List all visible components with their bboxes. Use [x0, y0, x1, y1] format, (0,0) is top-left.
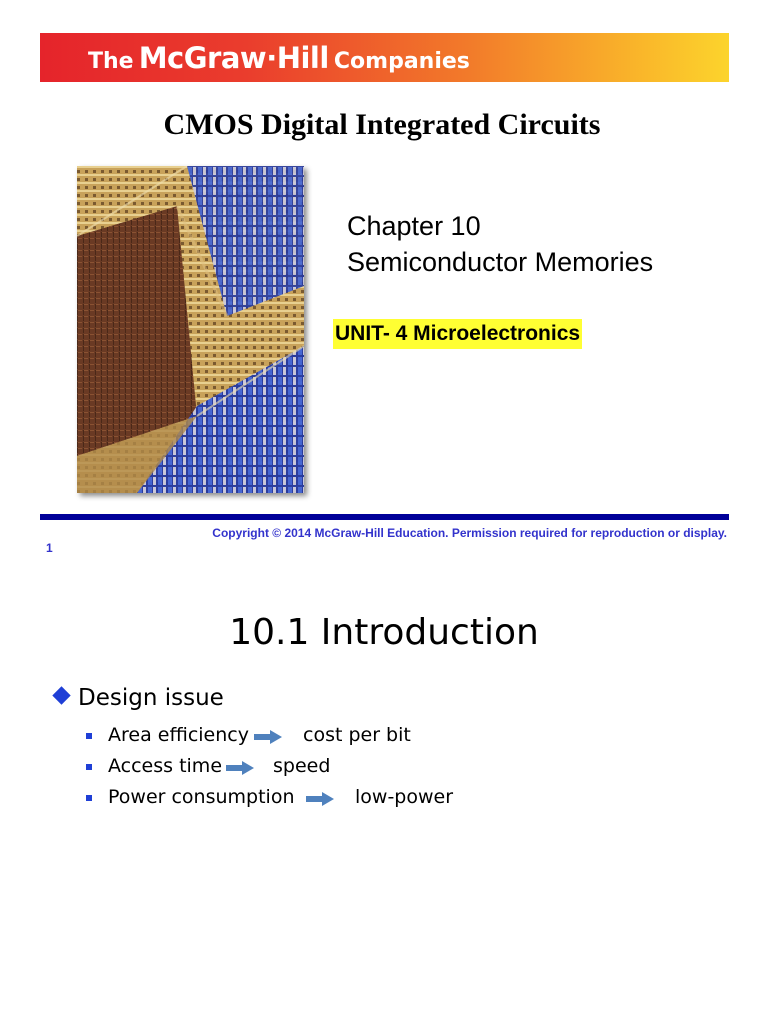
right-arrow-icon — [226, 761, 256, 775]
sub-item-label: Power consumption — [108, 786, 295, 808]
bullet-text: Design issue — [78, 685, 224, 711]
right-arrow-icon — [254, 730, 284, 744]
slide-title: 10.1 Introduction — [229, 612, 539, 653]
diamond-bullet-icon — [52, 686, 70, 704]
logo-companies: Companies — [333, 49, 470, 74]
chapter-number: Chapter 10 — [347, 211, 481, 241]
publisher-banner — [40, 33, 729, 82]
page-number: 1 — [46, 541, 53, 555]
copyright-notice: Copyright © 2014 McGraw-Hill Education. Permission required for reproduction or display. — [212, 526, 727, 540]
sub-item-result: speed — [273, 755, 331, 777]
sub-item-result: low-power — [355, 786, 454, 808]
divider-rule — [40, 514, 729, 520]
square-bullet-icon — [86, 795, 92, 801]
sub-item-result: cost per bit — [303, 724, 411, 746]
chapter-title: Semiconductor Memories — [347, 247, 654, 277]
logo-the: The — [88, 49, 134, 74]
chip-die-photo — [77, 166, 304, 493]
publisher-logo — [88, 41, 470, 75]
chapter-heading — [347, 208, 653, 280]
square-bullet-icon — [86, 733, 92, 739]
logo-brand: McGraw·Hill — [138, 41, 329, 75]
square-bullet-icon — [86, 764, 92, 770]
bullet-design-issue — [50, 685, 224, 711]
unit-label: UNIT- 4 Microelectronics — [333, 319, 582, 349]
course-title: CMOS Digital Integrated Circuits — [163, 108, 601, 141]
sub-item-label: Area efficiency — [108, 724, 249, 746]
sub-item-label: Access time — [108, 755, 223, 777]
right-arrow-icon — [306, 792, 336, 806]
